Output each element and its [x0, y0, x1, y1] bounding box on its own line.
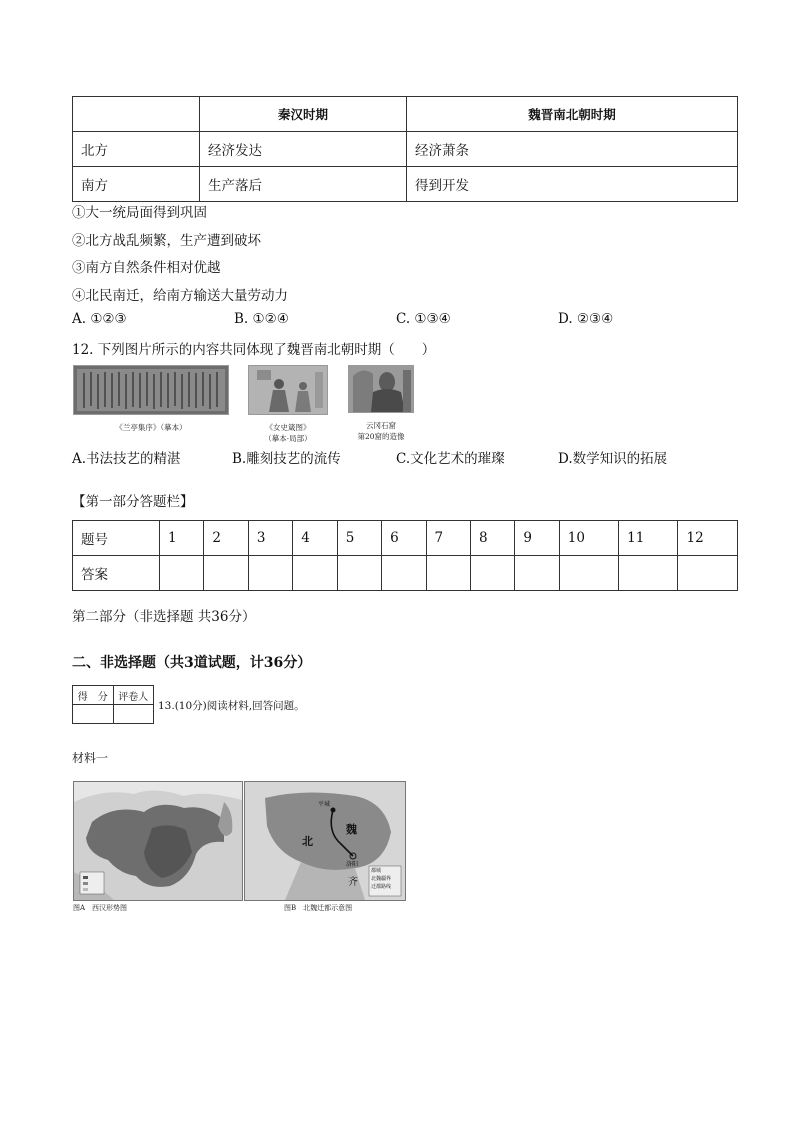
table-cell: 南方: [73, 167, 200, 202]
table-header-cell: [73, 97, 200, 132]
answer-cell[interactable]: [248, 556, 292, 591]
option-c[interactable]: C. ①③④: [396, 311, 451, 327]
option-d[interactable]: D.数学知识的拓展: [558, 451, 668, 467]
row-label: 题号: [73, 521, 160, 556]
option-b[interactable]: B.雕刻技艺的流传: [232, 451, 341, 467]
option-a[interactable]: A.书法技艺的精湛: [72, 451, 181, 467]
number-cell: 1: [160, 521, 204, 556]
legend-border: 北魏疆界: [371, 876, 392, 882]
yungang-caption-line1: 云冈石窟: [366, 421, 396, 430]
answer-section-title: 【第一部分答题栏】: [72, 494, 194, 510]
map-b-label-pingcheng: 平城: [318, 801, 331, 808]
material1-label: 材料一: [72, 751, 109, 765]
table-header-cell: 秦汉时期: [200, 97, 407, 132]
number-cell: 3: [248, 521, 292, 556]
answer-cell[interactable]: [426, 556, 470, 591]
q11-options: [72, 311, 732, 327]
statement-1: ①大一统局面得到巩固: [72, 205, 207, 221]
nushi-caption-line2: （摹本·局部）: [264, 434, 312, 443]
yungang-caption: [348, 420, 414, 442]
number-cell: 6: [382, 521, 426, 556]
number-cell: 8: [470, 521, 514, 556]
grader-cell[interactable]: [113, 705, 154, 724]
number-cell: 7: [426, 521, 470, 556]
q12-options: [72, 447, 732, 467]
table-cell: 经济发达: [200, 132, 407, 167]
yungang-image-block: [348, 365, 414, 442]
option-a[interactable]: A. ①②③: [72, 311, 127, 327]
table-cell: 北方: [73, 132, 200, 167]
table-cell: 得到开发: [407, 167, 738, 202]
answer-cell[interactable]: [470, 556, 514, 591]
grotto-statue-image: [348, 365, 414, 413]
map-b-block: [244, 781, 404, 911]
row-label: 答案: [73, 556, 160, 591]
statement-2: ②北方战乱频繁，生产遭到破坏: [72, 233, 261, 249]
q13-stem: 13.(10分)阅读材料,回答问题。: [158, 700, 305, 712]
number-row: [73, 521, 738, 556]
answer-cell[interactable]: [204, 556, 248, 591]
nushi-caption: [248, 422, 328, 444]
lanting-image-block: [73, 365, 229, 433]
answer-cell[interactable]: [515, 556, 559, 591]
nushi-caption-line1: 《女史箴图》: [265, 423, 311, 432]
answer-row: [73, 556, 738, 591]
answer-table: [72, 520, 738, 591]
table-header-cell: 魏晋南北朝时期: [407, 97, 738, 132]
option-c[interactable]: C.文化艺术的璀璨: [396, 451, 505, 467]
table-row: [73, 167, 738, 202]
map-b-label-wei: 魏: [346, 823, 357, 836]
section-title: 二、非选择题（共3道试题，计36分）: [72, 655, 312, 671]
table-cell: 经济萧条: [407, 132, 738, 167]
map-b-label-qi: 齐: [348, 877, 358, 888]
map-a-block: [73, 781, 241, 911]
number-cell: 2: [204, 521, 248, 556]
legend-route: 迁都路线: [371, 884, 392, 890]
table-cell: 生产落后: [200, 167, 407, 202]
statement-4: ④北民南迁，给南方输送大量劳动力: [72, 288, 288, 304]
answer-cell[interactable]: [293, 556, 337, 591]
painting-image: [248, 365, 328, 415]
score-cell[interactable]: [73, 705, 114, 724]
number-cell: 5: [337, 521, 381, 556]
table-row: [73, 132, 738, 167]
answer-cell[interactable]: [559, 556, 618, 591]
map-a-caption: 图A 西汉形势图: [73, 904, 128, 912]
nushi-image-block: [248, 365, 328, 444]
number-cell: 10: [559, 521, 618, 556]
number-cell: 12: [678, 521, 738, 556]
number-cell: 4: [293, 521, 337, 556]
map-b-legend: [371, 867, 391, 891]
score-box: [72, 685, 154, 724]
lanting-caption: 《兰亭集序》（摹本）: [115, 423, 187, 432]
statement-3: ③南方自然条件相对优越: [72, 260, 221, 276]
map-b-label-bei: 北: [302, 835, 313, 848]
legend-capital: 都城: [371, 868, 382, 874]
option-b[interactable]: B. ①②④: [234, 311, 289, 327]
score-label: 得 分: [73, 686, 114, 705]
calligraphy-image: [73, 365, 229, 415]
comparison-table: [72, 96, 738, 202]
answer-cell[interactable]: [337, 556, 381, 591]
number-cell: 11: [619, 521, 678, 556]
answer-cell[interactable]: [382, 556, 426, 591]
western-han-map-image: [73, 781, 243, 901]
map-b-label-luoyang: 洛阳: [346, 861, 359, 868]
map-b-caption: 图B 北魏迁都示意图: [284, 904, 353, 912]
number-cell: 9: [515, 521, 559, 556]
yungang-caption-line2: 第20窟的造像: [357, 432, 405, 441]
option-d[interactable]: D. ②③④: [558, 311, 614, 327]
answer-cell[interactable]: [678, 556, 738, 591]
grader-label: 评卷人: [113, 686, 154, 705]
part2-heading: 第二部分（非选择题 共36分）: [72, 609, 256, 625]
q12-stem: 12. 下列图片所示的内容共同体现了魏晋南北朝时期（ ）: [72, 342, 436, 358]
table-header-row: [73, 97, 738, 132]
answer-cell[interactable]: [619, 556, 678, 591]
answer-cell[interactable]: [160, 556, 204, 591]
